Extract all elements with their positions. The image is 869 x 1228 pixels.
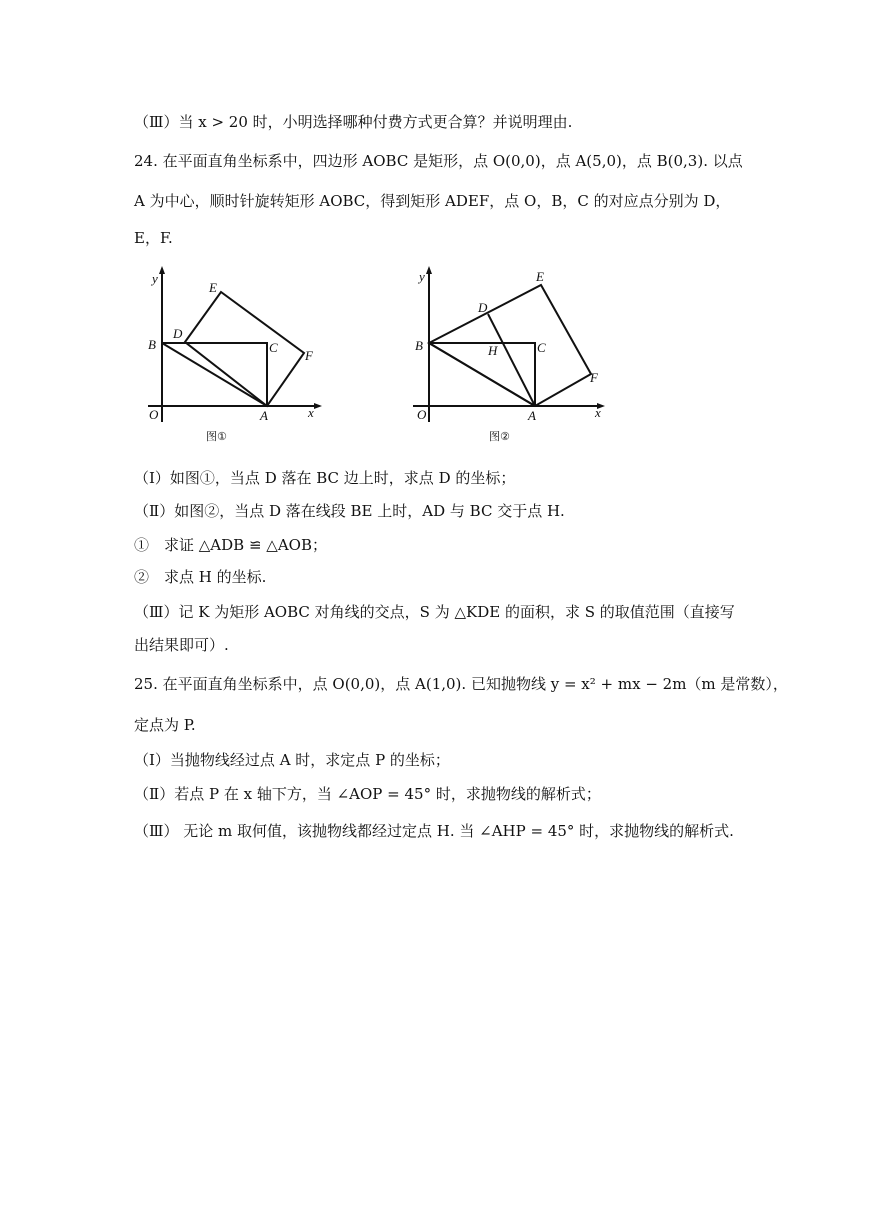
q24-stem-line3: E，F. <box>134 229 173 247</box>
q24-part2-sub1: ① 求证 △ADB ≌ △AOB； <box>134 536 327 554</box>
fig1-label-c: C <box>269 340 278 355</box>
fig1-rect-adef <box>185 292 304 406</box>
fig2-label-x: x <box>595 405 601 420</box>
fig1-label-a: A <box>260 408 268 423</box>
fig1-label-e: E <box>209 280 217 295</box>
fig2-label-d: D <box>478 300 488 315</box>
q24-stem-line1: 24. 在平面直角坐标系中，四边形 AOBC 是矩形，点 O(0,0)，点 A(5,0)，点 B(0,3). 以点 <box>134 152 743 170</box>
q24-stem-line2: A 为中心，顺时针旋转矩形 AOBC，得到矩形 ADEF，点 O，B，C 的对应点分别为 D， <box>134 192 731 210</box>
fig2-label-c: C <box>537 340 546 355</box>
fig2-caption: 图② <box>489 430 510 443</box>
q24-part3-line1: （Ⅲ）记 K 为矩形 AOBC 对角线的交点，S 为 △KDE 的面积，求 S 的取值范围（直接写 <box>134 603 735 621</box>
fig1-label-b: B <box>148 337 156 352</box>
fig2-label-o: O <box>417 407 427 422</box>
q25-stem-line2: 定点为 P. <box>134 716 196 734</box>
figure-2 <box>405 262 615 447</box>
q24-part1: （Ⅰ）如图①，当点 D 落在 BC 边上时，求点 D 的坐标； <box>134 469 516 487</box>
q23-part3: （Ⅲ）当 x > 20 时，小明选择哪种付费方式更合算？并说明理由. <box>134 113 573 131</box>
q25-part2: （Ⅱ）若点 P 在 x 轴下方，当 ∠AOP = 45° 时，求抛物线的解析式； <box>134 785 601 803</box>
q25-part1: （Ⅰ）当抛物线经过点 A 时，求定点 P 的坐标； <box>134 751 450 769</box>
fig1-label-d: D <box>173 326 183 341</box>
fig2-label-a: A <box>528 408 536 423</box>
q25-part3: （Ⅲ） 无论 m 取何值，该抛物线都经过定点 H. 当 ∠AHP = 45° 时，求抛物线的解析式. <box>134 822 734 840</box>
fig2-label-b: B <box>415 338 423 353</box>
fig1-diag-ba <box>162 343 267 406</box>
fig2-label-e: E <box>536 269 544 284</box>
q24-part3-line2: 出结果即可）. <box>134 636 229 654</box>
fig1-label-y: y <box>152 271 158 286</box>
fig1-caption: 图① <box>206 430 227 443</box>
fig1-label-f: F <box>305 348 313 363</box>
fig1-label-o: O <box>149 407 159 422</box>
q24-part2: （Ⅱ）如图②，当点 D 落在线段 BE 上时，AD 与 BC 交于点 H. <box>134 502 565 520</box>
q25-stem-line1: 25. 在平面直角坐标系中，点 O(0,0)，点 A(1,0). 已知抛物线 y = x² + mx − 2m（m 是常数）， <box>134 675 788 693</box>
figure-1 <box>140 262 330 447</box>
fig2-rect-aedf <box>429 285 591 406</box>
fig2-label-h: H <box>488 343 498 358</box>
q24-part2-sub2: ② 求点 H 的坐标. <box>134 568 267 586</box>
fig2-label-y: y <box>419 269 425 284</box>
fig2-label-f: F <box>590 370 598 385</box>
fig1-label-x: x <box>308 405 314 420</box>
